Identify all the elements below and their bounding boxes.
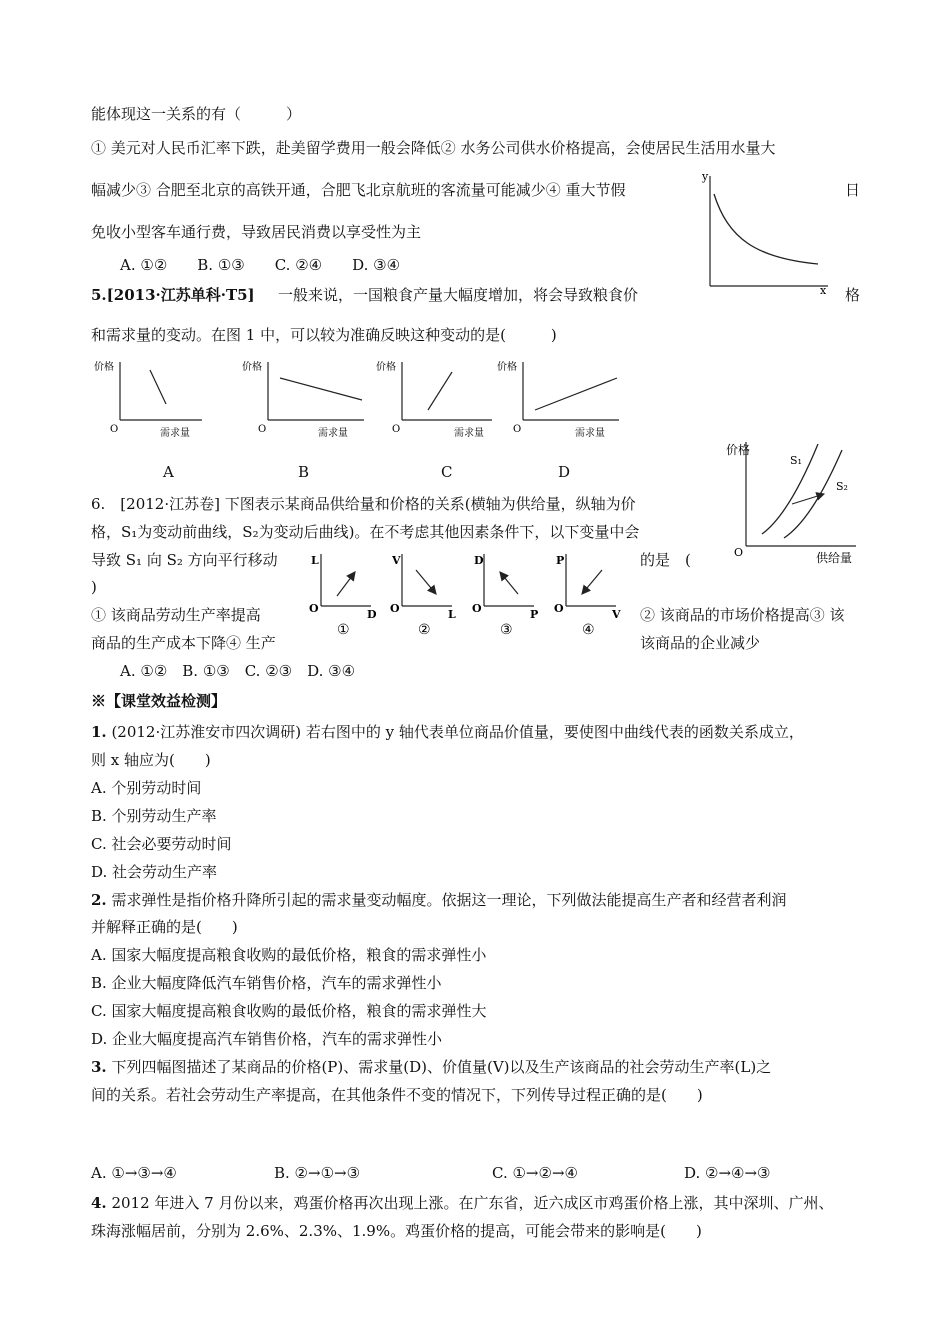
q4-options: A. ①② B. ①③ C. ②④ D. ③④ [120,256,401,274]
q6-line-2: 格，S₁为变动前曲线，S₂为变动后曲线)。在不考虑其他因素条件下，以下变量中会 [91,523,640,541]
q4-x-label: x [820,284,827,297]
q6-line-3: 导致 S₁ 向 S₂ 方向平行移动 [91,551,278,569]
c2-line-1 [91,890,786,910]
c1-option-c: C. 社会必要劳动时间 [91,835,232,853]
q5-graph-d [493,358,623,440]
graph-origin: O [258,424,267,435]
small-x: D [367,608,377,621]
q6-line-1: 6. [2012·江苏卷] 下图表示某商品供给量和价格的关系(横轴为供给量，纵轴为价 [91,495,636,513]
small-origin: O [390,602,400,615]
graph-origin: O [392,424,401,435]
small-num: ② [418,622,431,638]
c1-number: 1. [91,723,107,741]
q6-graph-4 [552,548,632,640]
graph-y-label: 价格 [376,362,396,373]
c3-stem: 下列四幅图描述了某商品的价格(P)、需求量(D)、价值量(V)以及生产该商品的社会劳动生产率(L)之 [106,1058,772,1076]
q5-line-1-end: 格 [845,286,861,304]
small-y: V [392,554,401,567]
c2-number: 2. [91,891,107,909]
q4-line-4: 免收小型客车通行费，导致居民消费以享受性为主 [91,223,422,241]
q6-line-5-end: ② 该商品的市场价格提高③ 该 [640,606,845,624]
q6-s2-label: S₂ [836,480,848,493]
q6-s1-label: S₁ [790,454,802,467]
c1-line-2: 则 x 轴应为( ) [91,751,211,769]
graph-x-label: 需求量 [160,428,190,439]
c3-option-d: D. ②→④→③ [684,1164,771,1182]
q4-line-3: 幅减少③ 合肥至北京的高铁开通，合肥飞北京航班的客流量可能减少④ 重大节假 [91,181,626,199]
q5-line-1: 一般来说，一国粮食产量大幅度增加，将会导致粮食价 [278,286,639,304]
q4-line-2: ① 美元对人民币汇率下跌，赴美留学费用一般会降低② 水务公司供水价格提高，会使居民生活用水量大 [91,139,776,157]
section-title: ※【课堂效益检测】 [91,692,227,710]
c4-stem: 2012 年进入 7 月份以来，鸡蛋价格再次出现上涨。在广东省，近六成区市鸡蛋价格上涨，其中深圳、广州、 [106,1194,834,1212]
c1-option-a: A. 个别劳动时间 [91,779,202,797]
q6-line-6-end: 该商品的企业减少 [640,634,761,652]
c3-option-a: A. ①→③→④ [91,1164,177,1182]
q6-x-label: 供给量 [816,551,853,565]
q5-graph-c [372,358,497,440]
small-num: ③ [500,622,513,638]
graph-y-label: 价格 [497,362,517,373]
q6-graph-3 [470,548,550,640]
graph-origin: O [513,424,522,435]
c2-option-b: B. 企业大幅度降低汽车销售价格，汽车的需求弹性小 [91,974,442,992]
c2-option-d: D. 企业大幅度提高汽车销售价格，汽车的需求弹性小 [91,1030,443,1048]
graph-x-label: 需求量 [318,428,348,439]
c3-line-2: 间的关系。若社会劳动生产率提高，在其他条件不变的情况下，下列传导过程正确的是( ) [91,1086,703,1104]
c1-option-b: B. 个别劳动生产率 [91,807,217,825]
c2-option-c: C. 国家大幅度提高粮食收购的最低价格，粮食的需求弹性大 [91,1002,487,1020]
c1-stem: (2012·江苏淮安市四次调研) 若右图中的 y 轴代表单位商品价值量，要使图中曲线代表的函数关系成立， [106,723,804,741]
q5-graph-b [238,358,368,440]
q4-line-1: 能体现这一关系的有（ ） [91,105,302,123]
small-num: ④ [582,622,595,638]
small-origin: O [309,602,319,615]
q4-y-label: y [702,170,709,183]
q4-line-3-end: 日 [845,181,861,199]
small-y: L [311,554,319,567]
q6-supply-graph [724,438,864,568]
q6-line-5: ① 该商品劳动生产率提高 [91,606,261,624]
q6-line-4: ) [91,578,97,596]
q4-curve-graph [700,168,840,296]
small-x: V [612,608,621,621]
graph-y-label: 价格 [94,362,114,373]
c4-line-2: 珠海涨幅居前，分别为 2.6%、2.3%、1.9%。鸡蛋价格的提高，可能会带来的影响是( ) [91,1222,702,1240]
c2-option-a: A. 国家大幅度提高粮食收购的最低价格，粮食的需求弹性小 [91,946,487,964]
q6-origin: O [734,546,744,559]
small-origin: O [472,602,482,615]
q5-source: 5.[2013·江苏单科·T5] [91,286,255,304]
small-origin: O [554,602,564,615]
q5-label-c: C [441,463,453,481]
c3-number: 3. [91,1058,107,1076]
graph-x-label: 需求量 [575,428,605,439]
q6-options: A. ①② B. ①③ C. ②③ D. ③④ [120,662,356,680]
q6-graph-2 [388,548,468,640]
c3-line-1 [91,1057,771,1077]
q5-graph-a [90,358,205,440]
q6-line-6: 商品的生产成本下降④ 生产 [91,634,276,652]
c4-line-1 [91,1193,833,1213]
small-y: D [474,554,484,567]
graph-y-label: 价格 [242,362,262,373]
c2-stem: 需求弹性是指价格升降所引起的需求量变动幅度。依据这一理论，下列做法能提高生产者和经营者利润 [106,891,787,909]
small-y: P [556,554,565,567]
q5-label-a: A [163,463,174,481]
q5-label-b: B [298,463,310,481]
c1-option-d: D. 社会劳动生产率 [91,863,218,881]
c3-option-c: C. ①→②→④ [492,1164,578,1182]
c2-line-2: 并解释正确的是( ) [91,918,238,936]
q5-line-2: 和需求量的变动。在图 1 中，可以较为准确反映这种变动的是( ) [91,326,557,344]
q5-label-d: D [558,463,571,481]
small-num: ① [337,622,350,638]
c1-line-1 [91,722,804,742]
graph-x-label: 需求量 [454,428,484,439]
small-x: P [530,608,539,621]
q6-graph-1 [307,548,387,640]
c4-number: 4. [91,1194,107,1212]
small-x: L [448,608,456,621]
c3-option-b: B. ②→①→③ [274,1164,361,1182]
q6-y-label: 价格 [726,443,751,457]
graph-origin: O [110,424,119,435]
q6-line-3-end: 的是 ( [640,551,691,569]
